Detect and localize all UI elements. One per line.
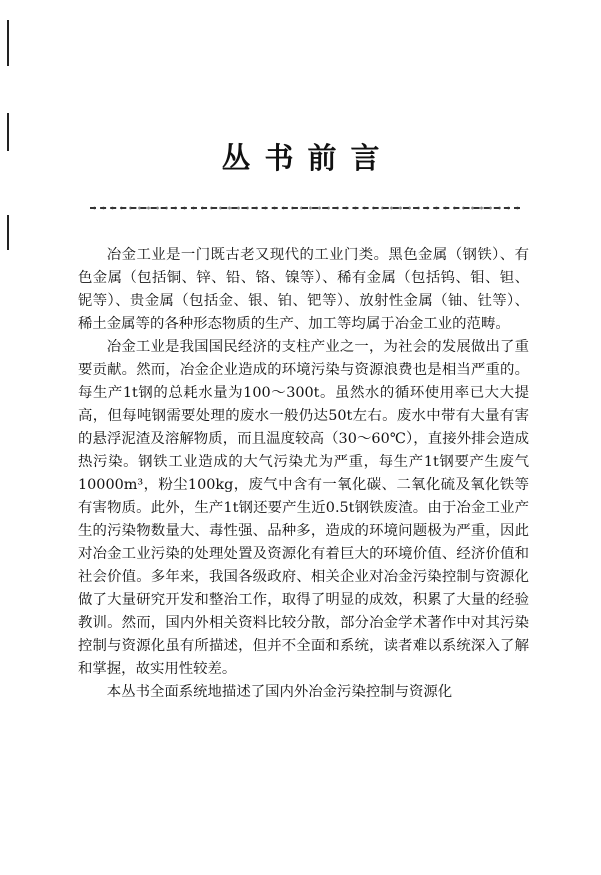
paragraph: 冶金工业是一门既古老又现代的工业门类。黑色金属（钢铁）、有色金属（包括铜、锌、铅、铬、镍等）、稀有金属（包括钨、钼、钽、铌等）、贵金属（包括金、银、铂、钯等）、放射性金属（铀、钍等）、稀土金属等的各种形态物质的生产、加工等均属于冶金工业的范畴。: [78, 247, 529, 332]
page-title: 丛书前言: [221, 141, 394, 175]
paragraph: 本丛书全面系统地描述了国内外冶金污染控制与资源化: [106, 684, 453, 700]
title-divider-dots: [90, 205, 520, 211]
binding-edge-mark: [7, 215, 9, 250]
paragraph: 冶金工业是我国国民经济的支柱产业之一，为社会的发展做出了重要贡献。然而，冶金企业造成的环境污染与资源浪费也是相当严重的。每生产1t钢的总耗水量为100～300t。虽然水的循环使用率已大大提高，但每吨钢需要处理的废水一般仍达50t左右。废水中带有大量有害的悬浮泥渣及溶解物质，而且温度较高（30～60℃），直接外排会造成热污染。钢铁工业造成的大气污染尤为严重，每生产1t钢要产生废气10000m³，粉尘100kg，废气中含有一氧化碳、二氧化硫及氧化铁等有害物质。此外，生产1t钢还要产生近0.5t钢铁废渣。由于冶金工业产生的污染物数量大、毒性强、品种多，造成的环境问题极为严重，因此对冶金工业污染的处理处置及资源化有着巨大的环境价值、经济价值和社会价值。多年来，我国各级政府、相关企业对冶金污染控制与资源化做了大量研究开发和整治工作，取得了明显的成效，积累了大量的经验教训。然而，国内外相关资料比较分散，部分冶金学术著作中对其污染控制与资源化虽有所描述，但并不全面和系统，读者难以系统深入了解和掌握，故实用性较差。: [78, 339, 529, 677]
body-text: [78, 244, 529, 704]
binding-edge-mark: [7, 20, 9, 66]
